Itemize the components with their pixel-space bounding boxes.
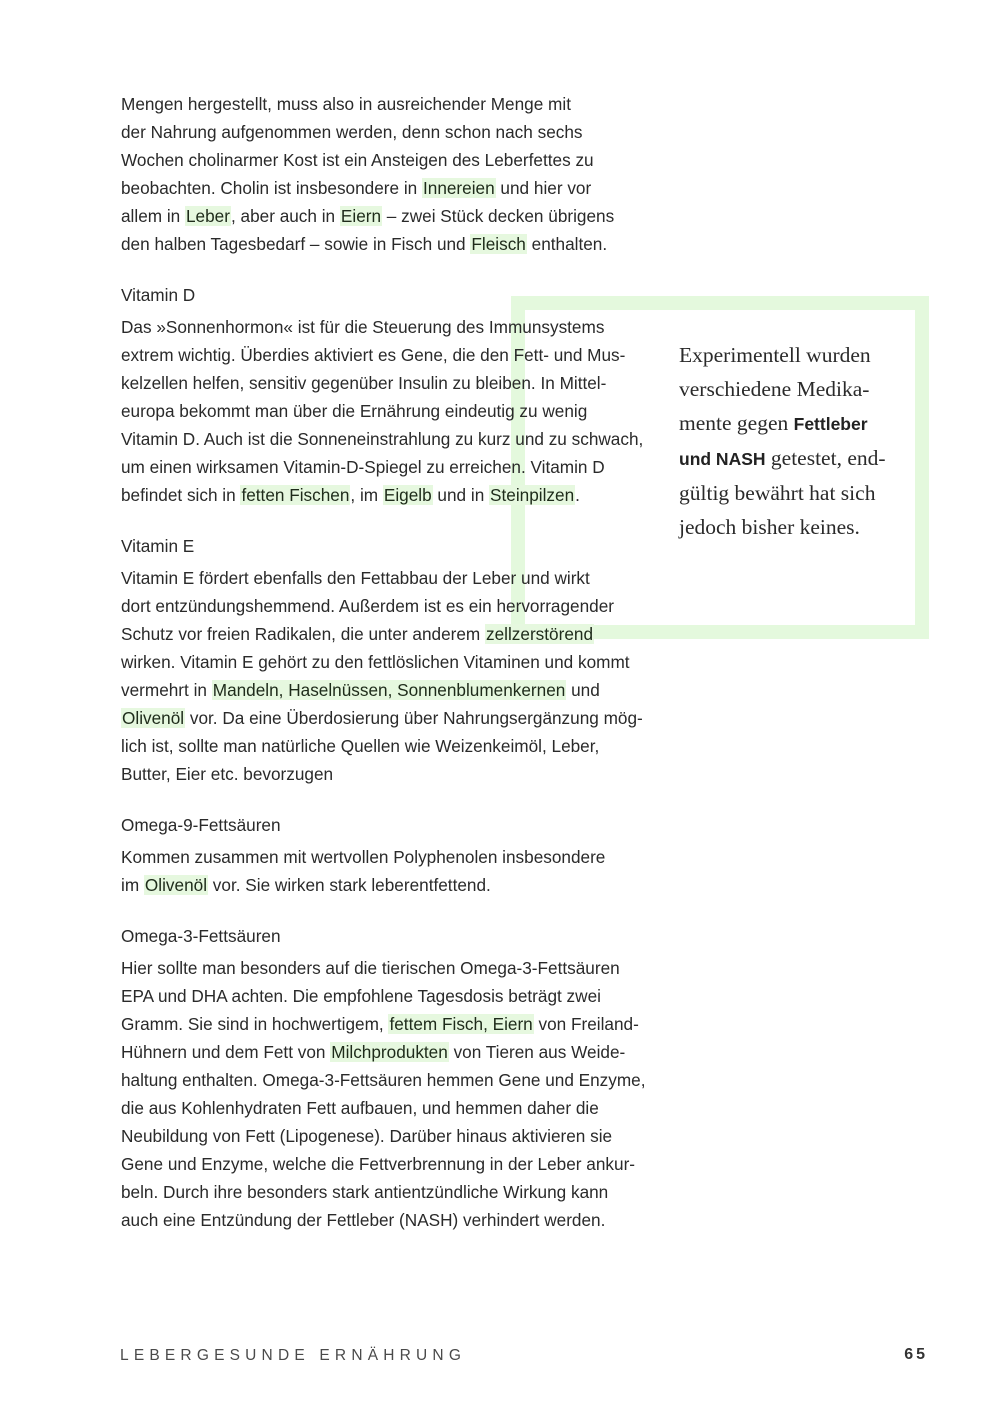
text-line <box>121 676 666 704</box>
text-line <box>121 1010 666 1038</box>
highlight-leber: Leber <box>186 206 230 226</box>
heading-omega-3: Omega-3-Fettsäuren <box>121 926 281 946</box>
heading-vitamin-d: Vitamin D <box>121 285 196 305</box>
text-line: Neubildung von Fett (Lipogenese). Darüber hinaus aktivieren sie <box>121 1126 613 1146</box>
highlight-milchprodukten: Milchprodukten <box>331 1042 448 1062</box>
heading-vitamin-e: Vitamin E <box>121 536 195 556</box>
text-segment: vor. Sie wirken stark leberentfettend. <box>208 875 491 895</box>
highlight-eiern: Eiern <box>340 206 382 226</box>
callout-line: jedoch bisher keines. <box>679 515 860 539</box>
text-segment: Schutz vor freien Radikalen, die unter anderem <box>121 624 486 644</box>
callout-line: verschiedene Medika- <box>679 377 870 401</box>
text-segment: den halben Tagesbedarf – sowie in Fisch und <box>121 234 471 254</box>
callout-line <box>679 441 919 476</box>
text-segment: Hühnern und dem Fett von <box>121 1042 331 1062</box>
text-line: wirken. Vitamin E gehört zu den fettlöslichen Vitaminen und kommt <box>121 652 630 672</box>
text-segment: im <box>121 875 144 895</box>
text-line: extrem wichtig. Überdies aktiviert es Gene, die den Fett- und Mus- <box>121 345 626 365</box>
text-segment: von Freiland- <box>533 1014 639 1034</box>
text-segment: und <box>566 680 600 700</box>
highlight-zellzerstoerend: zellzerstörend <box>486 624 594 644</box>
text-segment: – zwei Stück decken übrigens <box>382 206 615 226</box>
text-segment: mente gegen <box>679 411 794 435</box>
highlight-fetten-fischen: fetten Fischen <box>241 485 350 505</box>
text-segment: . <box>575 485 580 505</box>
vitamin-d-paragraph <box>121 313 666 509</box>
text-segment: allem in <box>121 206 185 226</box>
text-segment: befindet sich in <box>121 485 241 505</box>
callout-line: Experimentell wurden <box>679 343 871 367</box>
text-line: Hier sollte man besonders auf die tierischen Omega-3-Fettsäuren <box>121 958 620 978</box>
running-footer-section: LEBERGESUNDE ERNÄHRUNG <box>120 1347 467 1364</box>
text-segment: , im <box>350 485 383 505</box>
text-line: beln. Durch ihre besonders stark antientzündliche Wirkung kann <box>121 1182 609 1202</box>
text-segment: getestet, end- <box>765 446 886 470</box>
text-line <box>121 871 666 899</box>
text-line <box>121 704 666 732</box>
text-line: auch eine Entzündung der Fettleber (NASH) verhindert werden. <box>121 1210 606 1230</box>
intro-paragraph <box>121 90 666 258</box>
omega-3-paragraph <box>121 954 666 1234</box>
text-segment: und hier vor <box>495 178 592 198</box>
text-segment: , aber auch in <box>230 206 340 226</box>
text-line <box>121 1038 666 1066</box>
text-line: lich ist, sollte man natürliche Quellen wie Weizenkeimöl, Leber, <box>121 736 600 756</box>
highlight-fisch-eiern: fettem Fisch, Eiern <box>389 1014 533 1034</box>
text-line <box>121 481 666 509</box>
text-segment: und in <box>432 485 490 505</box>
text-line: um einen wirksamen Vitamin-D-Spiegel zu erreichen. Vitamin D <box>121 457 605 477</box>
text-line: Gene und Enzyme, welche die Fettverbrennung in der Leber ankur- <box>121 1154 636 1174</box>
text-line: Mengen hergestellt, muss also in ausreichender Menge mit <box>121 94 571 114</box>
text-line <box>121 230 666 258</box>
highlight-fleisch: Fleisch <box>471 234 526 254</box>
text-line: Butter, Eier etc. bevorzugen <box>121 764 334 784</box>
vitamin-e-paragraph <box>121 564 666 788</box>
omega-9-paragraph <box>121 843 666 899</box>
callout-bold: und NASH <box>679 449 766 469</box>
text-line: kelzellen helfen, sensitiv gegenüber Insulin zu bleiben. In Mittel- <box>121 373 607 393</box>
text-line: die aus Kohlenhydraten Fett aufbauen, und hemmen daher die <box>121 1098 599 1118</box>
highlight-eigelb: Eigelb <box>383 485 432 505</box>
callout-line: gültig bewährt hat sich <box>679 481 876 505</box>
text-line <box>121 174 666 202</box>
main-column <box>121 90 666 1234</box>
heading-omega-9: Omega-9-Fettsäuren <box>121 815 281 835</box>
highlight-nuts: Mandeln, Haselnüssen, Sonnenblumenkernen <box>212 680 566 700</box>
text-line: europa bekommt man über die Ernährung eindeutig zu wenig <box>121 401 588 421</box>
text-segment: Gramm. Sie sind in hochwertigem, <box>121 1014 389 1034</box>
text-segment: enthalten. <box>526 234 608 254</box>
highlight-innereien: Innereien <box>422 178 495 198</box>
callout-bold: Fettleber <box>793 414 868 434</box>
text-segment: von Tieren aus Weide- <box>448 1042 626 1062</box>
highlight-olivenoel: Olivenöl <box>122 708 185 728</box>
text-segment: beobachten. Cholin ist insbesondere in <box>121 178 422 198</box>
text-line: Das »Sonnenhormon« ist für die Steuerung des Immunsystems <box>121 317 605 337</box>
highlight-steinpilzen: Steinpilzen <box>490 485 575 505</box>
highlight-olivenoel: Olivenöl <box>144 875 208 895</box>
text-line: Vitamin E fördert ebenfalls den Fettabbau der Leber und wirkt <box>121 568 590 588</box>
text-line: Vitamin D. Auch ist die Sonneneinstrahlung zu kurz und zu schwach, <box>121 429 644 449</box>
text-line: Kommen zusammen mit wertvollen Polyphenolen insbesondere <box>121 847 606 867</box>
text-segment: vermehrt in <box>121 680 212 700</box>
callout-text <box>679 338 919 544</box>
text-line: Wochen cholinarmer Kost ist ein Ansteigen des Leberfettes zu <box>121 150 594 170</box>
text-line <box>121 620 666 648</box>
text-line: der Nahrung aufgenommen werden, denn schon nach sechs <box>121 122 583 142</box>
text-line: haltung enthalten. Omega-3-Fettsäuren hemmen Gene und Enzyme, <box>121 1070 646 1090</box>
text-segment: vor. Da eine Überdosierung über Nahrungsergänzung mög- <box>185 708 643 728</box>
page-number: 65 <box>904 1346 928 1363</box>
text-line <box>121 202 666 230</box>
callout-line <box>679 406 919 441</box>
text-line: dort entzündungshemmend. Außerdem ist es ein hervorragender <box>121 596 614 616</box>
text-line: EPA und DHA achten. Die empfohlene Tagesdosis beträgt zwei <box>121 986 601 1006</box>
